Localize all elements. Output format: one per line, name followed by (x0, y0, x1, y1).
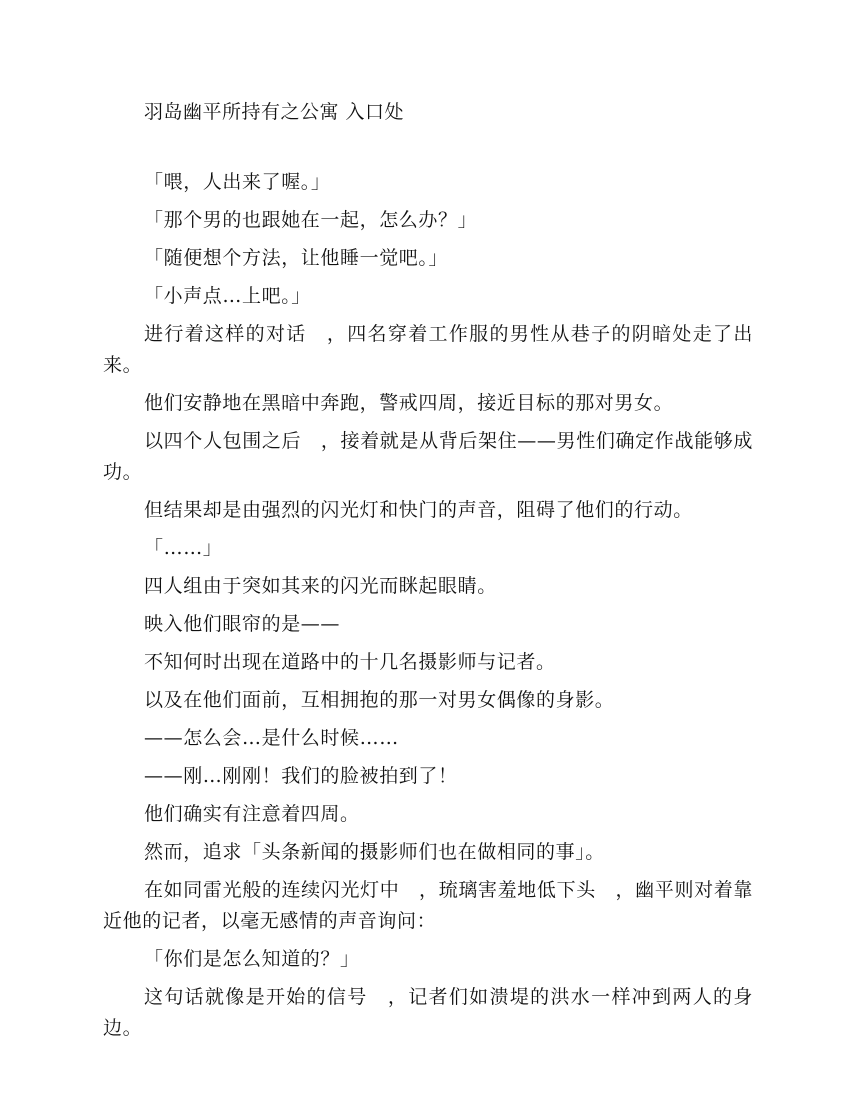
paragraph: 「小声点…上吧。」 (144, 285, 311, 307)
paragraph: 不知何时出现在道路中的十几名摄影师与记者。 (144, 651, 556, 673)
paragraph: 进行着这样的对话 ，四名穿着工作服的男性从巷子的阴暗处走了出来。 (103, 323, 753, 376)
paragraph: 但结果却是由强烈的闪光灯和快门的声音，阻碍了他们的行动。 (144, 499, 693, 521)
paragraph: ——怎么会…是什么时候…… (144, 727, 399, 749)
paragraph: 然而，追求「头条新闻的摄影师们也在做相同的事」。 (144, 841, 605, 863)
body-text (103, 167, 753, 1051)
paragraph: ——刚…刚刚！我们的脸被拍到了！ (144, 765, 458, 787)
paragraph: 「那个男的也跟她在一起，怎么办？」 (144, 209, 478, 231)
paragraph: 「你们是怎么知道的？」 (144, 948, 360, 970)
paragraph: 这句话就像是开始的信号 ，记者们如溃堤的洪水一样冲到两人的身边。 (103, 986, 753, 1039)
section-heading: 羽岛幽平所持有之公寓 入口处 (144, 101, 405, 123)
paragraph: 映入他们眼帘的是—— (144, 613, 341, 635)
paragraph: 以四个人包围之后 ，接着就是从背后架住——男性们确定作战能够成功。 (103, 430, 753, 483)
paragraph: 「随便想个方法，让他睡一觉吧。」 (144, 247, 449, 269)
paragraph: 在如同雷光般的连续闪光灯中 ，琉璃害羞地低下头 ，幽平则对着靠近他的记者，以毫无感情的声音询问： (103, 879, 753, 932)
paragraph: 「喂，人出来了喔。」 (144, 171, 331, 193)
paragraph: 以及在他们面前，互相拥抱的那一对男女偶像的身影。 (144, 689, 615, 711)
paragraph: 四人组由于突如其来的闪光而眯起眼睛。 (144, 575, 497, 597)
paragraph: 「……」 (144, 537, 223, 559)
paragraph: 他们安静地在黑暗中奔跑，警戒四周，接近目标的那对男女。 (144, 392, 674, 414)
paragraph: 他们确实有注意着四周。 (144, 803, 360, 825)
